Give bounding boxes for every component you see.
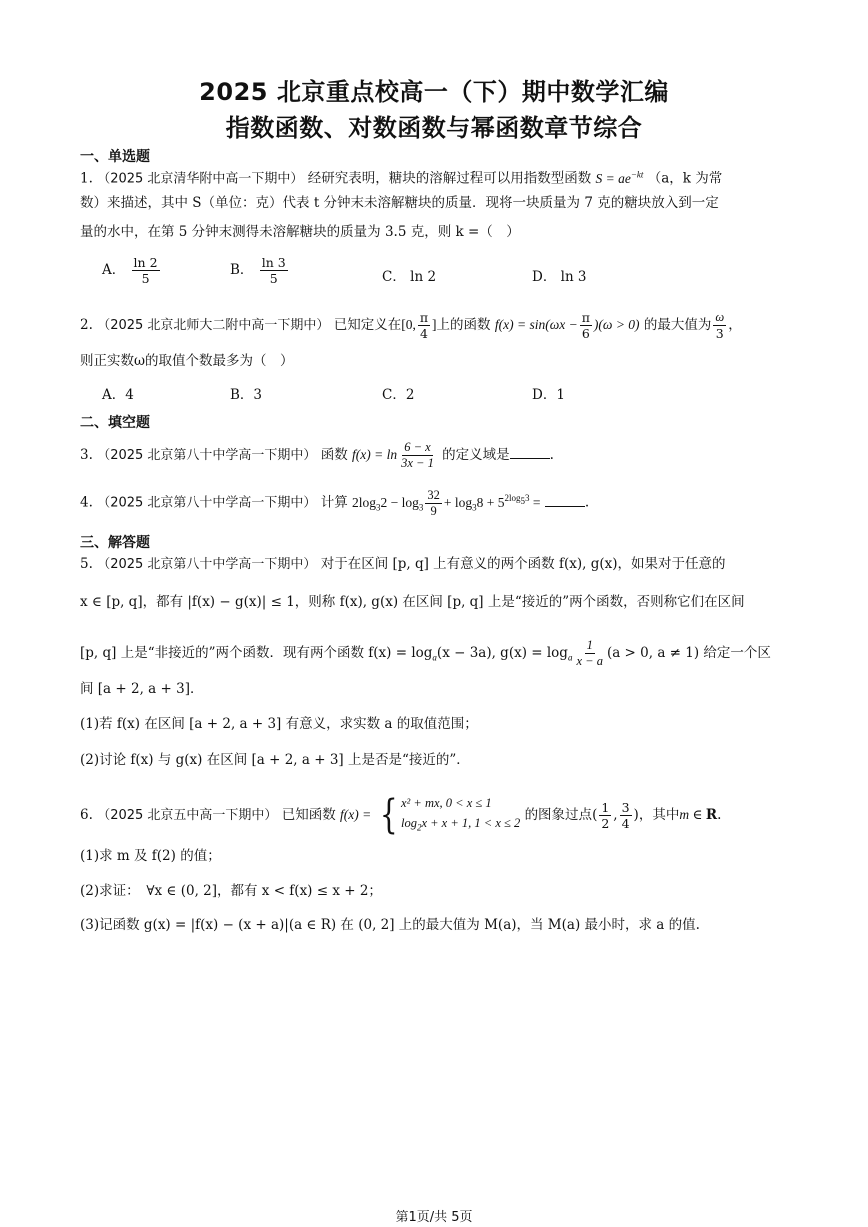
frac-den: 3x − 1 — [401, 456, 434, 470]
q5-log-base: a — [567, 652, 573, 663]
q3-text-a: 函数 — [320, 447, 348, 463]
q6-text-b: 的图象过点 — [524, 806, 593, 823]
q1-option-b — [230, 255, 290, 286]
q6-three-quarters — [620, 800, 632, 831]
q6-case2-log: log — [400, 816, 417, 830]
option-text: 4 — [125, 387, 134, 403]
q5-fraction — [574, 638, 604, 669]
q6-sub2: (2)求证： ∀x ∈ (0, 2]，都有 x < f(x) ≤ x + 2； — [80, 883, 382, 899]
q6-text-c: ，其中 — [638, 806, 680, 823]
frac-num: π — [581, 310, 590, 325]
frac-den: 6 — [581, 326, 590, 341]
q4-expr-a: 2log — [352, 494, 377, 510]
option-label: B． — [230, 262, 254, 278]
q1-option-c — [382, 265, 436, 285]
q6-text-a: 已知函数 — [281, 806, 336, 823]
q2-option-a — [102, 383, 134, 403]
q6-sub3: (3)记函数 g(x) = |f(x) − (x + a)|(a ∈ R) 在 (0, 2] 上的最大值为 M(a)，当 M(a) 最小时，求 a 的值. — [80, 917, 700, 933]
option-label: A． — [102, 387, 126, 403]
q3-text-b: 的定义域是 — [442, 447, 510, 463]
q6-source: （2025 北京五中高一下期中） — [97, 807, 278, 823]
q2-option-d — [532, 383, 565, 403]
section-heading-solution: 三、解答题 — [80, 535, 150, 551]
option-text: 1 — [556, 387, 565, 403]
q4-exp-base: 5 — [520, 495, 526, 506]
q2-source: （2025 北京北师大二附中高一下期中） — [97, 318, 330, 333]
q2-number: 2. — [80, 317, 93, 333]
q4-expr-c: + log — [443, 494, 473, 510]
q6-number: 6. — [80, 806, 93, 823]
q4-exponent — [504, 493, 530, 506]
q4-text-a: 计算 — [320, 494, 348, 511]
q4-base: 3 — [472, 502, 477, 513]
page-subtitle: 指数函数、对数函数与幂函数章节综合 — [225, 114, 643, 142]
frac-num: ln 3 — [261, 255, 286, 270]
option-text: 3 — [253, 387, 263, 403]
option-text: ln 3 — [560, 269, 587, 285]
q5-log-base: a — [432, 652, 437, 663]
q2-interval-right: ] — [432, 317, 437, 332]
q3-number: 3. — [80, 447, 93, 463]
q6-point-mid: , — [613, 806, 618, 823]
q2-option-c — [382, 383, 414, 403]
option-fraction — [132, 255, 160, 286]
q5-text-3c: (a > 0, a ≠ 1) 给定一个区 — [606, 645, 771, 661]
answer-blank — [510, 446, 550, 459]
q6-case2 — [401, 813, 520, 838]
q1-formula-base: S = ae — [595, 170, 631, 186]
q5-number: 5. — [80, 556, 93, 572]
q5-text-3b: (x − 3a), g(x) = log — [436, 645, 568, 661]
q6-point-r: ) — [633, 806, 639, 823]
frac-den: 5 — [141, 271, 150, 286]
q6-cases — [401, 793, 520, 838]
option-label: C． — [382, 387, 406, 403]
q3-fraction — [399, 440, 436, 471]
q1-line3: 量的水中，在第 5 分钟末测得未溶解糖块的质量为 3.5 克，则 k =（ ） — [80, 224, 520, 240]
q2-option-b — [230, 383, 262, 403]
option-label: D． — [532, 387, 557, 403]
q6-case2-rest: x + x + 1, 1 < x ≤ 2 — [421, 816, 521, 830]
q1-text-a: 经研究表明，糖块的溶解过程可以用指数型函数 — [307, 170, 592, 187]
frac-den: x − a — [576, 654, 603, 668]
frac-num: ω — [715, 310, 725, 324]
q4-end: . — [584, 494, 590, 511]
q5-source: （2025 北京第八十中学高一下期中） — [97, 557, 317, 572]
q1-source: （2025 北京清华附中高一下期中） — [97, 171, 304, 187]
frac-num: 3 — [621, 799, 630, 815]
q4-source: （2025 北京第八十中学高一下期中） — [97, 495, 317, 511]
q4-number: 4. — [80, 494, 93, 511]
frac-den: 9 — [430, 504, 437, 518]
q6-half — [599, 800, 611, 831]
frac-num: 1 — [601, 799, 610, 815]
frac-den: 5 — [269, 271, 278, 286]
q2-text-b: 上的函数 — [436, 317, 491, 333]
q6-case1: x² + mx, 0 < x ≤ 1 — [400, 796, 492, 810]
q2-function-tail: )(ω > 0) — [593, 317, 640, 332]
q2-line1 — [80, 310, 742, 341]
q2-omega-over-3 — [713, 310, 726, 341]
q4-equals: = — [532, 494, 541, 510]
q2-interval-left: [0, — [401, 317, 416, 332]
q4-expr-b: 2 − log — [380, 494, 419, 510]
q2-pi-over-6 — [580, 310, 592, 341]
q1-option-a — [102, 255, 162, 286]
left-brace: { — [379, 792, 398, 839]
q6-log-base: 2 — [416, 822, 422, 833]
q5-line4: 间 [a + 2, a + 3]． — [80, 681, 204, 697]
q2-pi-over-4 — [418, 310, 430, 341]
q2-text-c: 的最大值为 — [643, 317, 712, 333]
option-fraction — [260, 255, 288, 286]
q6-point-l: ( — [592, 806, 598, 823]
q5-text-3a: [p, q] 上是“非接近的”两个函数．现有两个函数 f(x) = log — [80, 645, 433, 661]
q3-end: . — [549, 447, 554, 463]
option-text: 2 — [405, 387, 415, 403]
q4-expr-d: 8 + 5 — [476, 494, 505, 510]
q6-line1 — [80, 793, 721, 838]
answer-blank — [545, 494, 585, 507]
option-text: ln 2 — [410, 269, 437, 285]
q1-line1 — [80, 164, 722, 190]
q3-line — [80, 440, 554, 471]
frac-num: 32 — [427, 488, 440, 502]
q1-option-d — [532, 265, 587, 285]
option-label: B． — [230, 387, 254, 403]
q5-line2: x ∈ [p, q]，都有 |f(x) − g(x)| ≤ 1，则称 f(x), g(x) 在区间 [p, q] 上是“接近的”两个函数，否则称它们在区间 — [80, 594, 745, 610]
page-footer: 第1页/共 5页 — [395, 1210, 473, 1225]
q5-line1 — [80, 554, 726, 575]
q4-base: 3 — [418, 502, 424, 513]
option-label: D． — [532, 269, 557, 285]
q1-text-b: （a，k 为常 — [647, 170, 723, 187]
page-title: 2025 北京重点校高一（下）期中数学汇编 — [199, 78, 669, 106]
q3-function: f(x) = ln — [352, 447, 398, 462]
q6-piecewise — [376, 793, 521, 838]
q4-exp-arg: 3 — [525, 493, 530, 504]
frac-den: 3 — [715, 326, 724, 341]
frac-den: 4 — [621, 815, 630, 831]
section-heading-single-choice: 一、单选题 — [80, 149, 150, 165]
q4-expression — [352, 488, 541, 518]
q1-formula-exp: −kt — [630, 169, 644, 179]
q6-function: f(x) = — [340, 806, 372, 822]
q2-function: f(x) = sin(ωx − — [494, 317, 578, 332]
frac-num: π — [419, 310, 429, 325]
q5-text-1: 对于在区间 [p, q] 上有意义的两个函数 f(x), g(x)，如果对于任意的 — [320, 556, 726, 572]
frac-num: 1 — [586, 638, 593, 652]
q6-sub1: (1)求 m 及 f(2) 的值； — [80, 848, 221, 864]
q5-sub2: (2)讨论 f(x) 与 g(x) 在区间 [a + 2, a + 3] 上是否是“接近的”． — [80, 752, 470, 768]
option-label: A． — [102, 262, 126, 278]
q6-reals: R — [705, 806, 718, 823]
q2-text-a: 已知定义在 — [333, 317, 402, 333]
frac-num: ln 2 — [133, 255, 158, 270]
frac-den: 4 — [419, 326, 428, 341]
q3-source: （2025 北京第八十中学高一下期中） — [97, 448, 317, 463]
q5-line3 — [80, 638, 771, 669]
q6-m-in: m ∈ — [679, 806, 706, 822]
q1-line2: 数）来描述，其中 S（单位：克）代表 t 分钟末未溶解糖块的质量．现将一块质量为 7 克的糖块放入到一定 — [80, 195, 719, 211]
option-label: C． — [382, 269, 406, 285]
q5-sub1: (1)若 f(x) 在区间 [a + 2, a + 3] 有意义，求实数 a 的取值范围； — [80, 716, 478, 732]
q2-comma: ， — [728, 317, 742, 333]
q4-line — [80, 488, 589, 519]
section-heading-fill-blank: 二、填空题 — [80, 415, 150, 431]
q2-line2: 则正实数ω的取值个数最多为（ ） — [80, 353, 294, 369]
q4-fraction — [425, 488, 442, 519]
q4-exp-log: 2log — [504, 493, 521, 504]
frac-num: 6 − x — [404, 440, 431, 454]
frac-den: 2 — [601, 815, 610, 831]
q1-number: 1. — [80, 170, 93, 187]
q1-formula — [596, 171, 644, 186]
q6-end: . — [717, 806, 722, 823]
q4-base: 3 — [376, 502, 381, 513]
